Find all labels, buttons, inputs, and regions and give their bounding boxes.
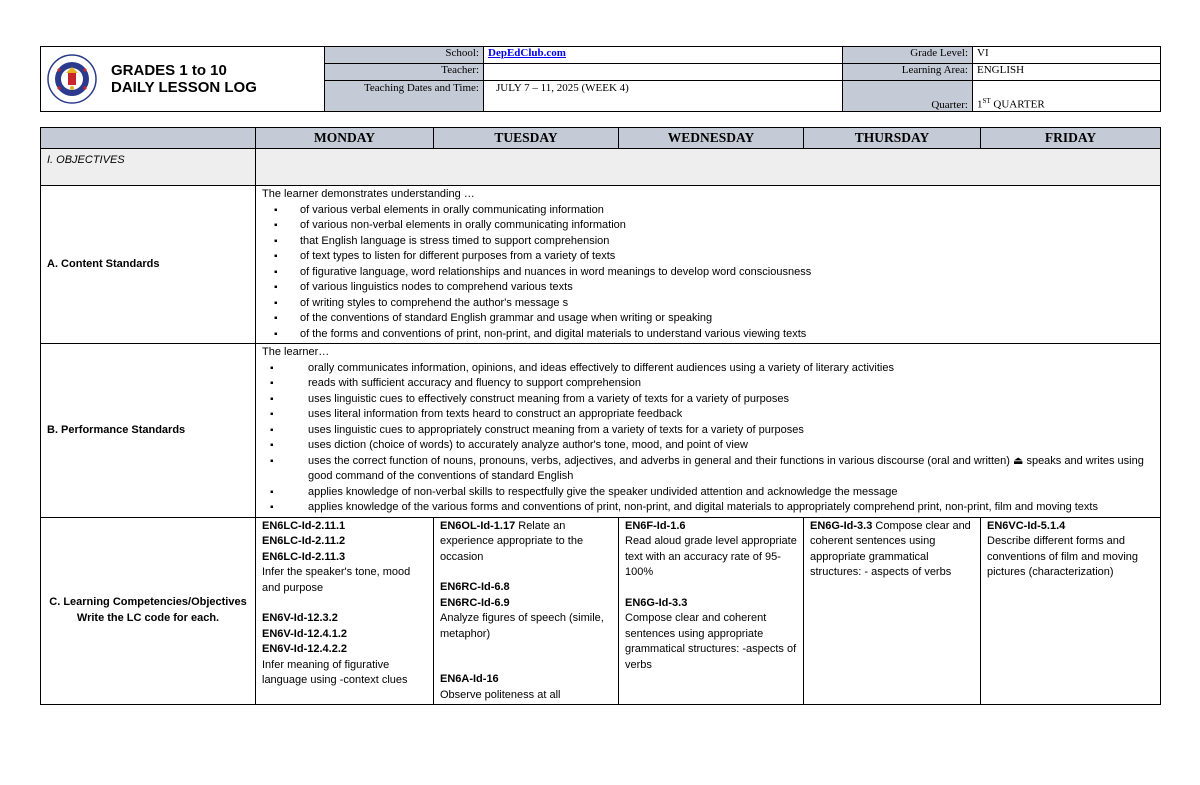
list-item: ▪ orally communicates information, opinions, and ideas effectively to different audiences using a variety of literary activities <box>262 361 1154 377</box>
lc-code: EN6RC-Id-6.9 <box>440 596 510 609</box>
performance-standards-label: B. Performance Standards <box>41 344 256 518</box>
competencies-label-line2: Write the LC code for each. <box>76 611 220 624</box>
competencies-thursday <box>804 517 981 705</box>
list-item: ▪ uses the correct function of nouns, pronouns, verbs, adjectives, and adverbs in general and their functions in various discourse (oral and written) ⏏ speaks and writes using good command of the conventions of standard English <box>262 454 1154 485</box>
competencies-monday <box>256 517 434 705</box>
list-item: ▪ applies knowledge of non-verbal skills to respectfully give the speaker undivided attention and acknowledge the message <box>262 485 1154 501</box>
competencies-row <box>41 517 1161 705</box>
list-item: ▪ of various non-verbal elements in orally communicating information <box>262 218 1154 234</box>
lc-code: EN6G-Id-3.3 <box>625 596 688 609</box>
content-standards-cell <box>256 186 1161 344</box>
lc-code: EN6V-Id-12.3.2 <box>262 612 338 624</box>
lc-code: EN6LC-Id-2.11.3 <box>262 550 346 563</box>
list-item: ▪ reads with sufficient accuracy and fluency to support comprehension <box>262 376 1154 392</box>
school-link[interactable]: DepEdClub.com <box>488 47 566 59</box>
list-item: ▪ uses linguistic cues to effectively construct meaning from a variety of texts for a variety of purposes <box>262 392 1154 408</box>
lc-code: EN6A-Id-16 <box>440 673 499 685</box>
days-header-row <box>41 128 1161 149</box>
competencies-wednesday <box>619 517 804 705</box>
dates-label: Teaching Dates and Time: <box>325 81 484 112</box>
lc-text: Compose clear and coherent sentences using appropriate grammatical structures: - aspects of verbs <box>810 519 971 578</box>
objectives-row <box>41 149 1161 186</box>
performance-standards-list <box>262 361 1154 516</box>
lesson-log-table <box>40 127 1161 705</box>
performance-standards-row <box>41 344 1161 518</box>
header-table <box>40 46 1161 112</box>
area-value: ENGLISH <box>973 64 1161 81</box>
day-tuesday: TUESDAY <box>434 128 619 149</box>
area-label: Learning Area: <box>843 64 973 81</box>
content-standards-label: A. Content Standards <box>41 186 256 344</box>
lc-text: Analyze figures of speech (simile, metaphor) <box>440 612 604 640</box>
list-item: ▪ of writing styles to comprehend the author's message s <box>262 296 1154 312</box>
lc-text: Infer meaning of figurative language using -context clues <box>262 658 408 686</box>
days-header-blank <box>41 128 256 149</box>
lc-entry <box>810 519 974 581</box>
content-standards-row <box>41 186 1161 344</box>
teacher-value <box>484 64 843 81</box>
lc-text: Read aloud grade level appropriate text with an accuracy rate of 95-100% <box>625 535 797 578</box>
grade-value: VI <box>973 47 1161 64</box>
lc-code: EN6OL-Id-1.17 <box>440 519 516 532</box>
grade-label: Grade Level: <box>843 47 973 64</box>
performance-standards-intro: The learner… <box>262 346 330 358</box>
list-item: ▪ of the forms and conventions of print, non-print, and digital materials to understand various viewing texts <box>262 327 1154 343</box>
school-value <box>484 47 843 64</box>
list-item: ▪ of various verbal elements in orally communicating information <box>262 203 1154 219</box>
list-item: ▪ of various linguistics nodes to comprehend various texts <box>262 280 1154 296</box>
school-label: School: <box>325 47 484 64</box>
list-item: ▪ of the conventions of standard English grammar and usage when writing or speaking <box>262 311 1154 327</box>
lc-code: EN6V-Id-12.4.2.2 <box>262 643 347 655</box>
lc-text: Observe politeness at all <box>440 688 561 701</box>
lc-code: EN6G-Id-3.3 <box>810 519 873 532</box>
competencies-friday <box>981 517 1161 705</box>
quarter-value: 1ST QUARTER <box>973 81 1161 112</box>
lc-entry <box>440 519 612 566</box>
list-item: ▪ uses linguistic cues to appropriately construct meaning from a variety of texts for a variety of purposes <box>262 423 1154 439</box>
lc-code: EN6RC-Id-6.8 <box>440 581 510 593</box>
day-monday: MONDAY <box>256 128 434 149</box>
lc-code: EN6V-Id-12.4.1.2 <box>262 627 347 640</box>
quarter-label: Quarter: <box>843 81 973 112</box>
list-item: ▪ of figurative language, word relationships and nuances in word meanings to develop word consciousness <box>262 265 1154 281</box>
objectives-label: I. OBJECTIVES <box>41 149 256 186</box>
teacher-label: Teacher: <box>325 64 484 81</box>
competencies-label <box>41 517 256 705</box>
content-standards-list <box>262 203 1154 343</box>
list-item: ▪ uses literal information from texts heard to construct an appropriate feedback <box>262 407 1154 423</box>
lc-code: EN6VC-Id-5.1.4 <box>987 519 1066 532</box>
lc-text: Compose clear and coherent sentences using appropriate grammatical structures: -aspects of verbs <box>625 612 797 671</box>
day-wednesday: WEDNESDAY <box>619 128 804 149</box>
lc-code: EN6LC-Id-2.11.2 <box>262 535 346 547</box>
lc-text: Describe different forms and conventions of film and moving pictures (characterization) <box>987 535 1139 578</box>
competencies-label-line1: C. Learning Competencies/Objectives <box>49 596 247 609</box>
lc-code: EN6LC-Id-2.11.1 <box>262 519 346 532</box>
competencies-tuesday <box>434 517 619 705</box>
header-title-cell <box>41 47 325 112</box>
list-item: ▪ that English language is stress timed to support comprehension <box>262 234 1154 250</box>
doc-title-line1: GRADES 1 to 10 <box>111 62 227 79</box>
list-item: ▪ of text types to listen for different purposes from a variety of texts <box>262 249 1154 265</box>
deped-seal-icon <box>47 54 97 104</box>
list-item: ▪ applies knowledge of the various forms and conventions of print, non-print, and digital materials to appropriately comprehend print, non-print, film and moving texts <box>262 500 1154 516</box>
day-friday: FRIDAY <box>981 128 1161 149</box>
dates-value: JULY 7 – 11, 2025 (WEEK 4) <box>484 81 843 112</box>
content-standards-intro: The learner demonstrates understanding … <box>262 188 475 200</box>
lc-code: EN6F-Id-1.6 <box>625 519 686 532</box>
day-thursday: THURSDAY <box>804 128 981 149</box>
list-item: ▪ uses diction (choice of words) to accurately analyze author's tone, mood, and point of view <box>262 438 1154 454</box>
objectives-blank <box>256 149 1161 186</box>
performance-standards-cell <box>256 344 1161 518</box>
doc-title-line2: DAILY LESSON LOG <box>111 79 257 96</box>
lc-text: Relate an experience appropriate to the occasion <box>440 519 584 563</box>
lc-text: Infer the speaker's tone, mood and purpose <box>262 566 411 594</box>
